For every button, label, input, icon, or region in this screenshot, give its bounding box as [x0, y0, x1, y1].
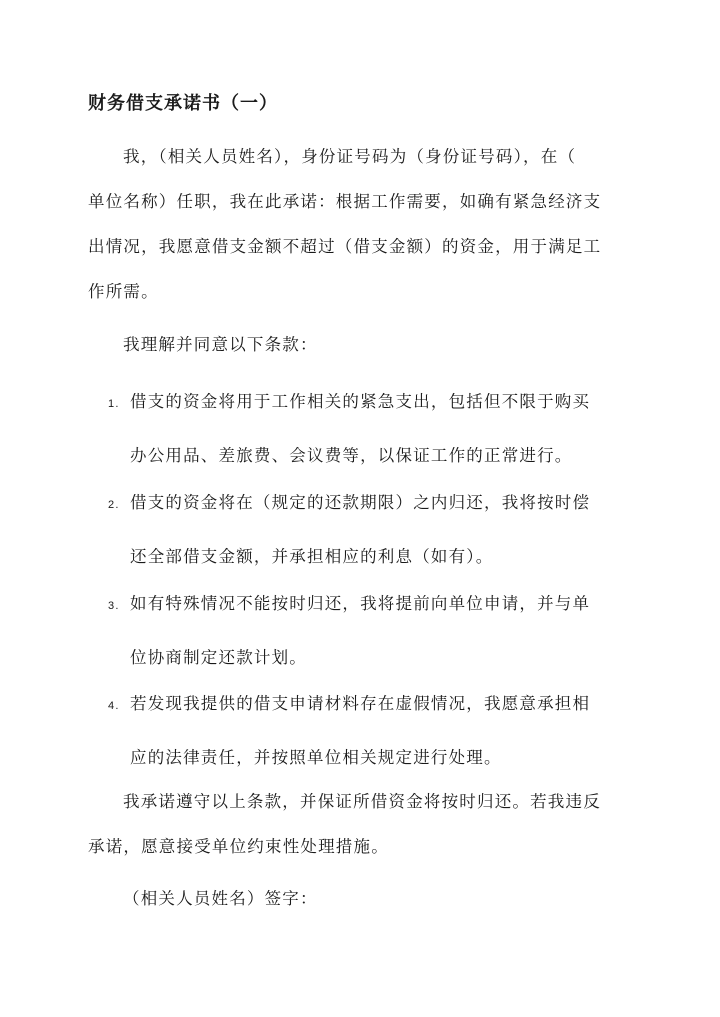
term-number: 2. — [108, 499, 120, 511]
signature-label: （相关人员姓名）签字： — [123, 889, 318, 908]
term-text: 如有特殊情况不能按时归还，我将提前向单位申请，并与单 — [130, 594, 591, 613]
intro-paragraph — [88, 134, 633, 314]
term-item-2 — [108, 477, 628, 582]
term-number: 1. — [108, 398, 120, 410]
document-title: 财务借支承诺书（一） — [88, 93, 278, 114]
closing-line: 我承诺遵守以上条款，并保证所借资金将按时归还。若我违反 — [123, 792, 601, 811]
intro-line: 出情况，我愿意借支金额不超过（借支金额）的资金，用于满足工 — [88, 237, 602, 256]
closing-line: 承诺，愿意接受单位约束性处理措施。 — [88, 837, 389, 856]
term-text: 位协商制定还款计划。 — [130, 648, 307, 667]
terms-intro-text: 我理解并同意以下条款： — [123, 335, 318, 354]
term-number: 3. — [108, 600, 120, 612]
term-text: 还全部借支金额，并承担相应的利息（如有）。 — [130, 547, 494, 566]
closing-paragraph — [88, 779, 633, 869]
term-text: 办公用品、差旅费、会议费等，以保证工作的正常进行。 — [130, 446, 573, 465]
term-text: 若发现我提供的借支申请材料存在虚假情况，我愿意承担相 — [130, 694, 591, 713]
term-item-4 — [108, 678, 628, 783]
term-item-3 — [108, 578, 628, 683]
terms-intro — [88, 322, 633, 367]
term-text: 应的法律责任，并按照单位相关规定进行处理。 — [130, 748, 502, 767]
term-text: 借支的资金将用于工作相关的紧急支出，包括但不限于购买 — [130, 392, 591, 411]
intro-line: 单位名称）任职，我在此承诺：根据工作需要，如确有紧急经济支 — [88, 192, 602, 211]
term-text: 借支的资金将在（规定的还款期限）之内归还，我将按时偿 — [130, 493, 591, 512]
intro-line: 我，（相关人员姓名），身份证号码为（身份证号码），在（ — [123, 147, 577, 166]
term-number: 4. — [108, 700, 120, 712]
term-item-1 — [108, 376, 628, 481]
intro-line: 作所需。 — [88, 282, 159, 301]
signature-line — [88, 876, 633, 921]
